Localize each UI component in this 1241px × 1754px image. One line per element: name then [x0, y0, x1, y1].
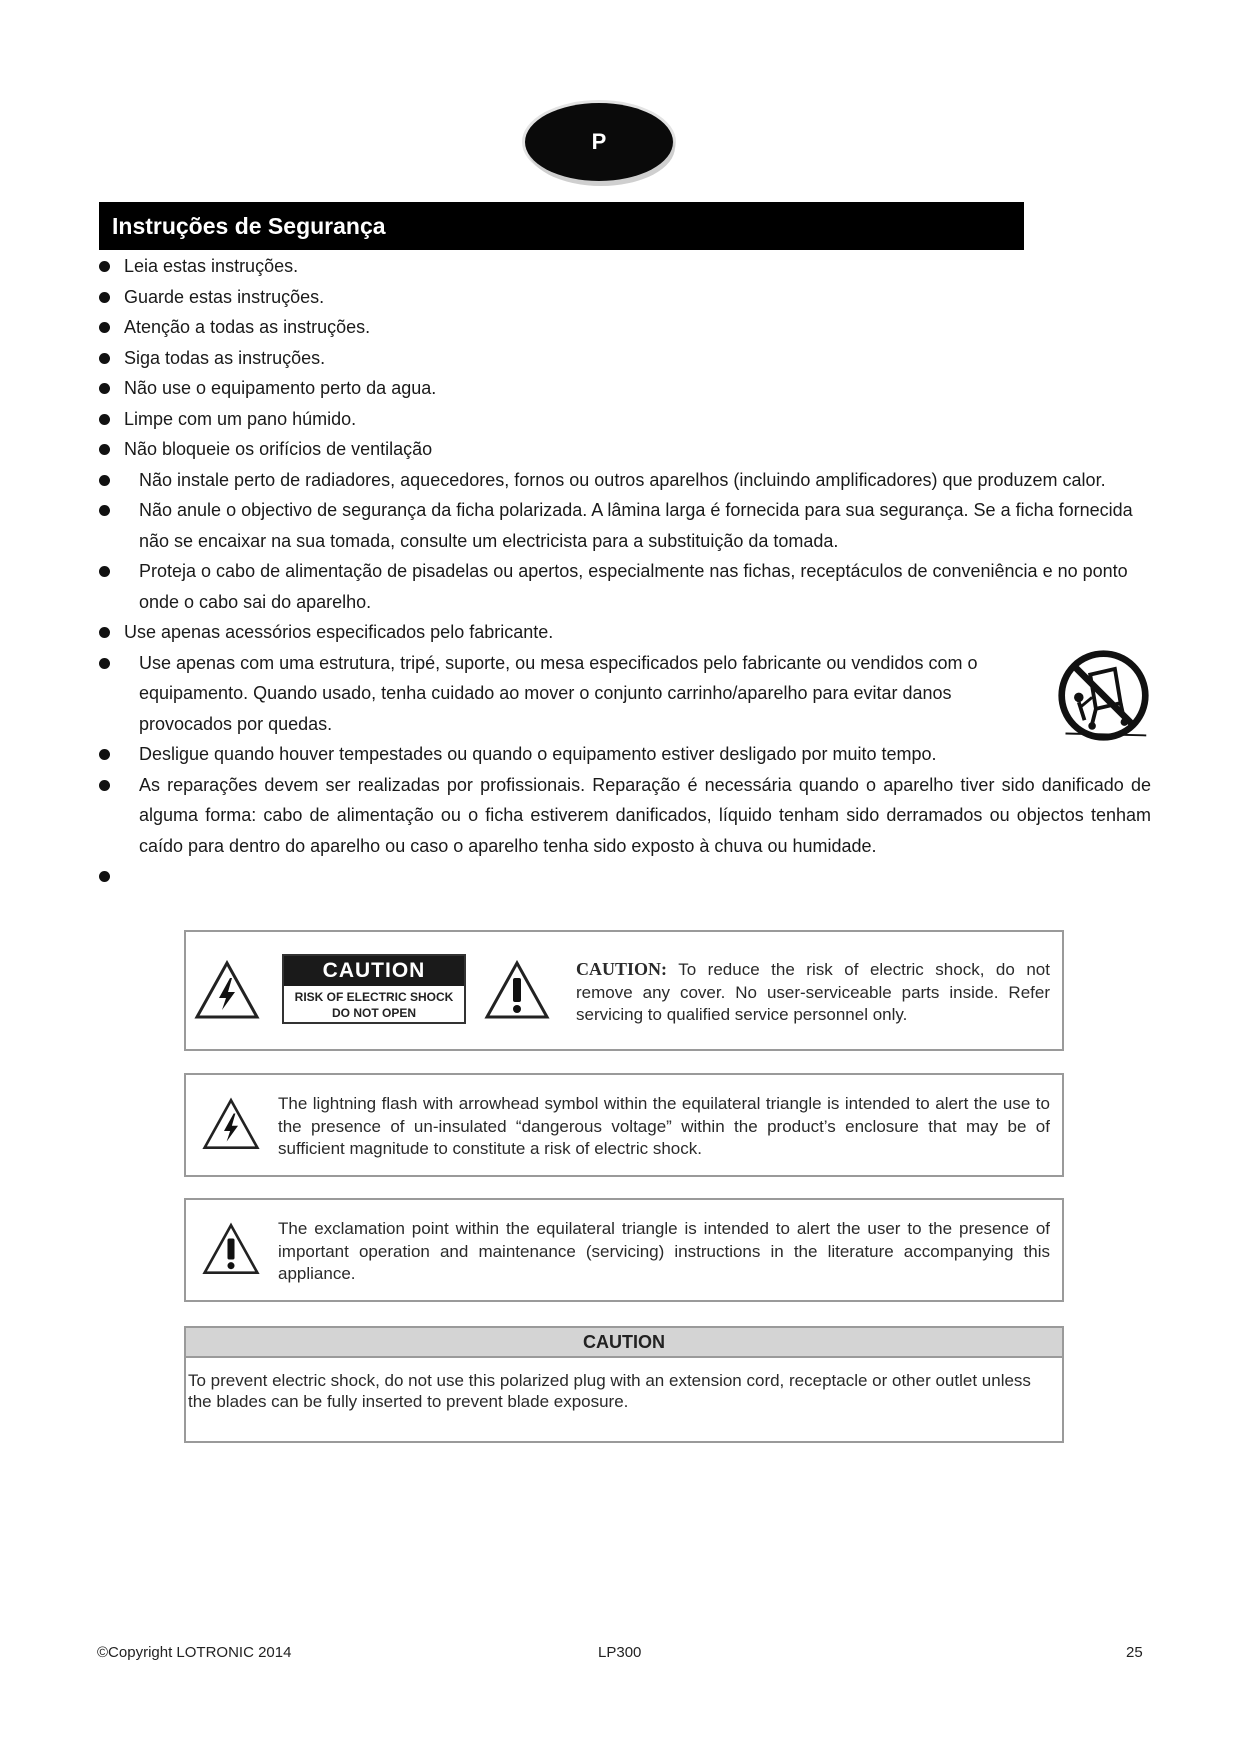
exclamation-triangle-icon — [202, 1222, 260, 1276]
list-item-text: Use apenas com uma estrutura, tripé, suporte, ou mesa especificados pelo fabricante ou vendidos com o equipamento. Quando usado, tenha cuidado ao mover o conjunto carrinho/aparelho para evitar danos provocados por quedas. — [139, 652, 978, 734]
exclamation-explanation-box — [184, 1198, 1064, 1302]
bullet-dot — [99, 292, 110, 303]
list-item — [99, 404, 1151, 435]
plug-caution-title: CAUTION — [186, 1328, 1062, 1358]
plug-caution-text: To prevent electric shock, do not use this polarized plug with an extension cord, receptacle or other outlet unless the blades can be fully inserted to prevent blade exposure. — [188, 1371, 1031, 1411]
list-item-text: Atenção a todas as instruções. — [124, 317, 371, 337]
footer-model: LP300 — [598, 1644, 642, 1661]
cart-tip-over-warning-icon — [1056, 648, 1151, 743]
polarized-plug-caution-box — [184, 1326, 1064, 1443]
list-item — [99, 617, 1151, 648]
caution-lead: CAUTION: — [576, 959, 668, 979]
list-item — [99, 251, 1151, 282]
bullet-dot — [99, 627, 110, 638]
list-item-text: Proteja o cabo de alimentação de pisadelas ou apertos, especialmente nas fichas, receptáculos de conveniência e no ponto onde o cabo sai do aparelho. — [139, 561, 1128, 612]
lightning-explanation-box — [184, 1073, 1064, 1177]
bullet-dot — [99, 658, 110, 669]
caution-paragraph — [576, 958, 1050, 1027]
lightning-triangle-icon — [202, 1097, 260, 1151]
list-item — [99, 556, 1151, 617]
bullet-dot — [99, 780, 110, 791]
list-item — [99, 770, 1151, 862]
bullet-dot — [99, 505, 110, 516]
list-item — [99, 282, 1151, 313]
list-item-text: Limpe com um pano húmido. — [124, 408, 357, 429]
list-item-text: Não bloqueie os orifícios de ventilação — [124, 439, 433, 459]
list-item-text: Leia estas instruções. — [124, 256, 299, 276]
exclamation-explanation-text: The exclamation point within the equilateral triangle is intended to alert the user to the presence of important operation and maintenance (servicing) instructions in the literature accompanying this appliance. — [278, 1219, 1050, 1283]
list-item-text: Use apenas acessórios especificados pelo fabricante. — [124, 622, 554, 642]
caution-label-title: CAUTION — [284, 956, 464, 986]
caution-warning-label — [282, 954, 466, 1024]
bullet-dot — [99, 566, 110, 577]
list-item — [99, 495, 1151, 556]
list-item-text: Siga todas as instruções. — [124, 347, 326, 368]
bullet-dot — [99, 475, 110, 486]
section-title-text: Instruções de Segurança — [112, 212, 386, 239]
list-item-text: Guarde estas instruções. — [124, 286, 325, 307]
bullet-dot — [99, 414, 110, 425]
list-item — [99, 739, 1151, 770]
language-badge — [525, 103, 673, 181]
caution-label-line1: RISK OF ELECTRIC SHOCK — [294, 990, 454, 1004]
list-item — [99, 312, 1151, 343]
list-item — [99, 434, 1151, 465]
section-title — [99, 202, 1024, 250]
list-item-text: Desligue quando houver tempestades ou quando o equipamento estiver desligado por muito tempo. — [139, 744, 937, 764]
exclamation-triangle-icon — [484, 960, 550, 1020]
list-item-text: Não use o equipamento perto da agua. — [124, 378, 437, 398]
language-badge-label: P — [591, 129, 607, 154]
bullet-dot — [99, 353, 110, 364]
bullet-dot — [99, 322, 110, 333]
bullet-dot — [99, 871, 110, 882]
list-item — [99, 465, 1151, 496]
bullet-dot — [99, 749, 110, 760]
caution-label-box — [184, 930, 1064, 1051]
list-item — [99, 373, 1151, 404]
caution-text: To reduce the risk of electric shock, do not remove any cover. No user-serviceable parts inside. Refer servicing to qualified service personnel only. — [576, 960, 1050, 1024]
caution-label-line2: DO NOT OPEN — [331, 1006, 416, 1020]
bullet-dot — [99, 383, 110, 394]
lightning-explanation-text: The lightning flash with arrowhead symbol within the equilateral triangle is intended to alert the use to the presence of un-insulated “dangerous voltage” within the product’s enclosure that may be of sufficient magnitude to constitute a risk of electric shock. — [278, 1094, 1050, 1158]
list-item-text: Não anule o objectivo de segurança da ficha polarizada. A lâmina larga é fornecida para sua segurança. Se a ficha fornecida não se encaixar na sua tomada, consulte um electricista para a substituição da tomada. — [139, 500, 1133, 551]
bullet-dot — [99, 444, 110, 455]
footer-page-number: 25 — [1126, 1644, 1143, 1661]
footer-copyright: ©Copyright LOTRONIC 2014 — [97, 1644, 292, 1661]
list-item — [99, 648, 1151, 740]
bullet-dot — [99, 261, 110, 272]
list-item-text: As reparações devem ser realizadas por profissionais. Reparação é necessária quando o aparelho tiver sido danificado de alguma forma: cabo de alimentação ou o ficha estiverem danificados, líquido tenham sido derramados ou objectos tenham caído para dentro do aparelho ou caso o aparelho tenha sido exposto à chuva ou humidade. — [139, 774, 1151, 856]
empty-list-item — [99, 861, 1151, 891]
safety-instructions-list — [99, 251, 1151, 891]
list-item-text: Não instale perto de radiadores, aquecedores, fornos ou outros aparelhos (incluindo amplificadores) que produzem calor. — [139, 469, 1106, 490]
lightning-triangle-icon — [194, 960, 260, 1020]
list-item — [99, 343, 1151, 374]
